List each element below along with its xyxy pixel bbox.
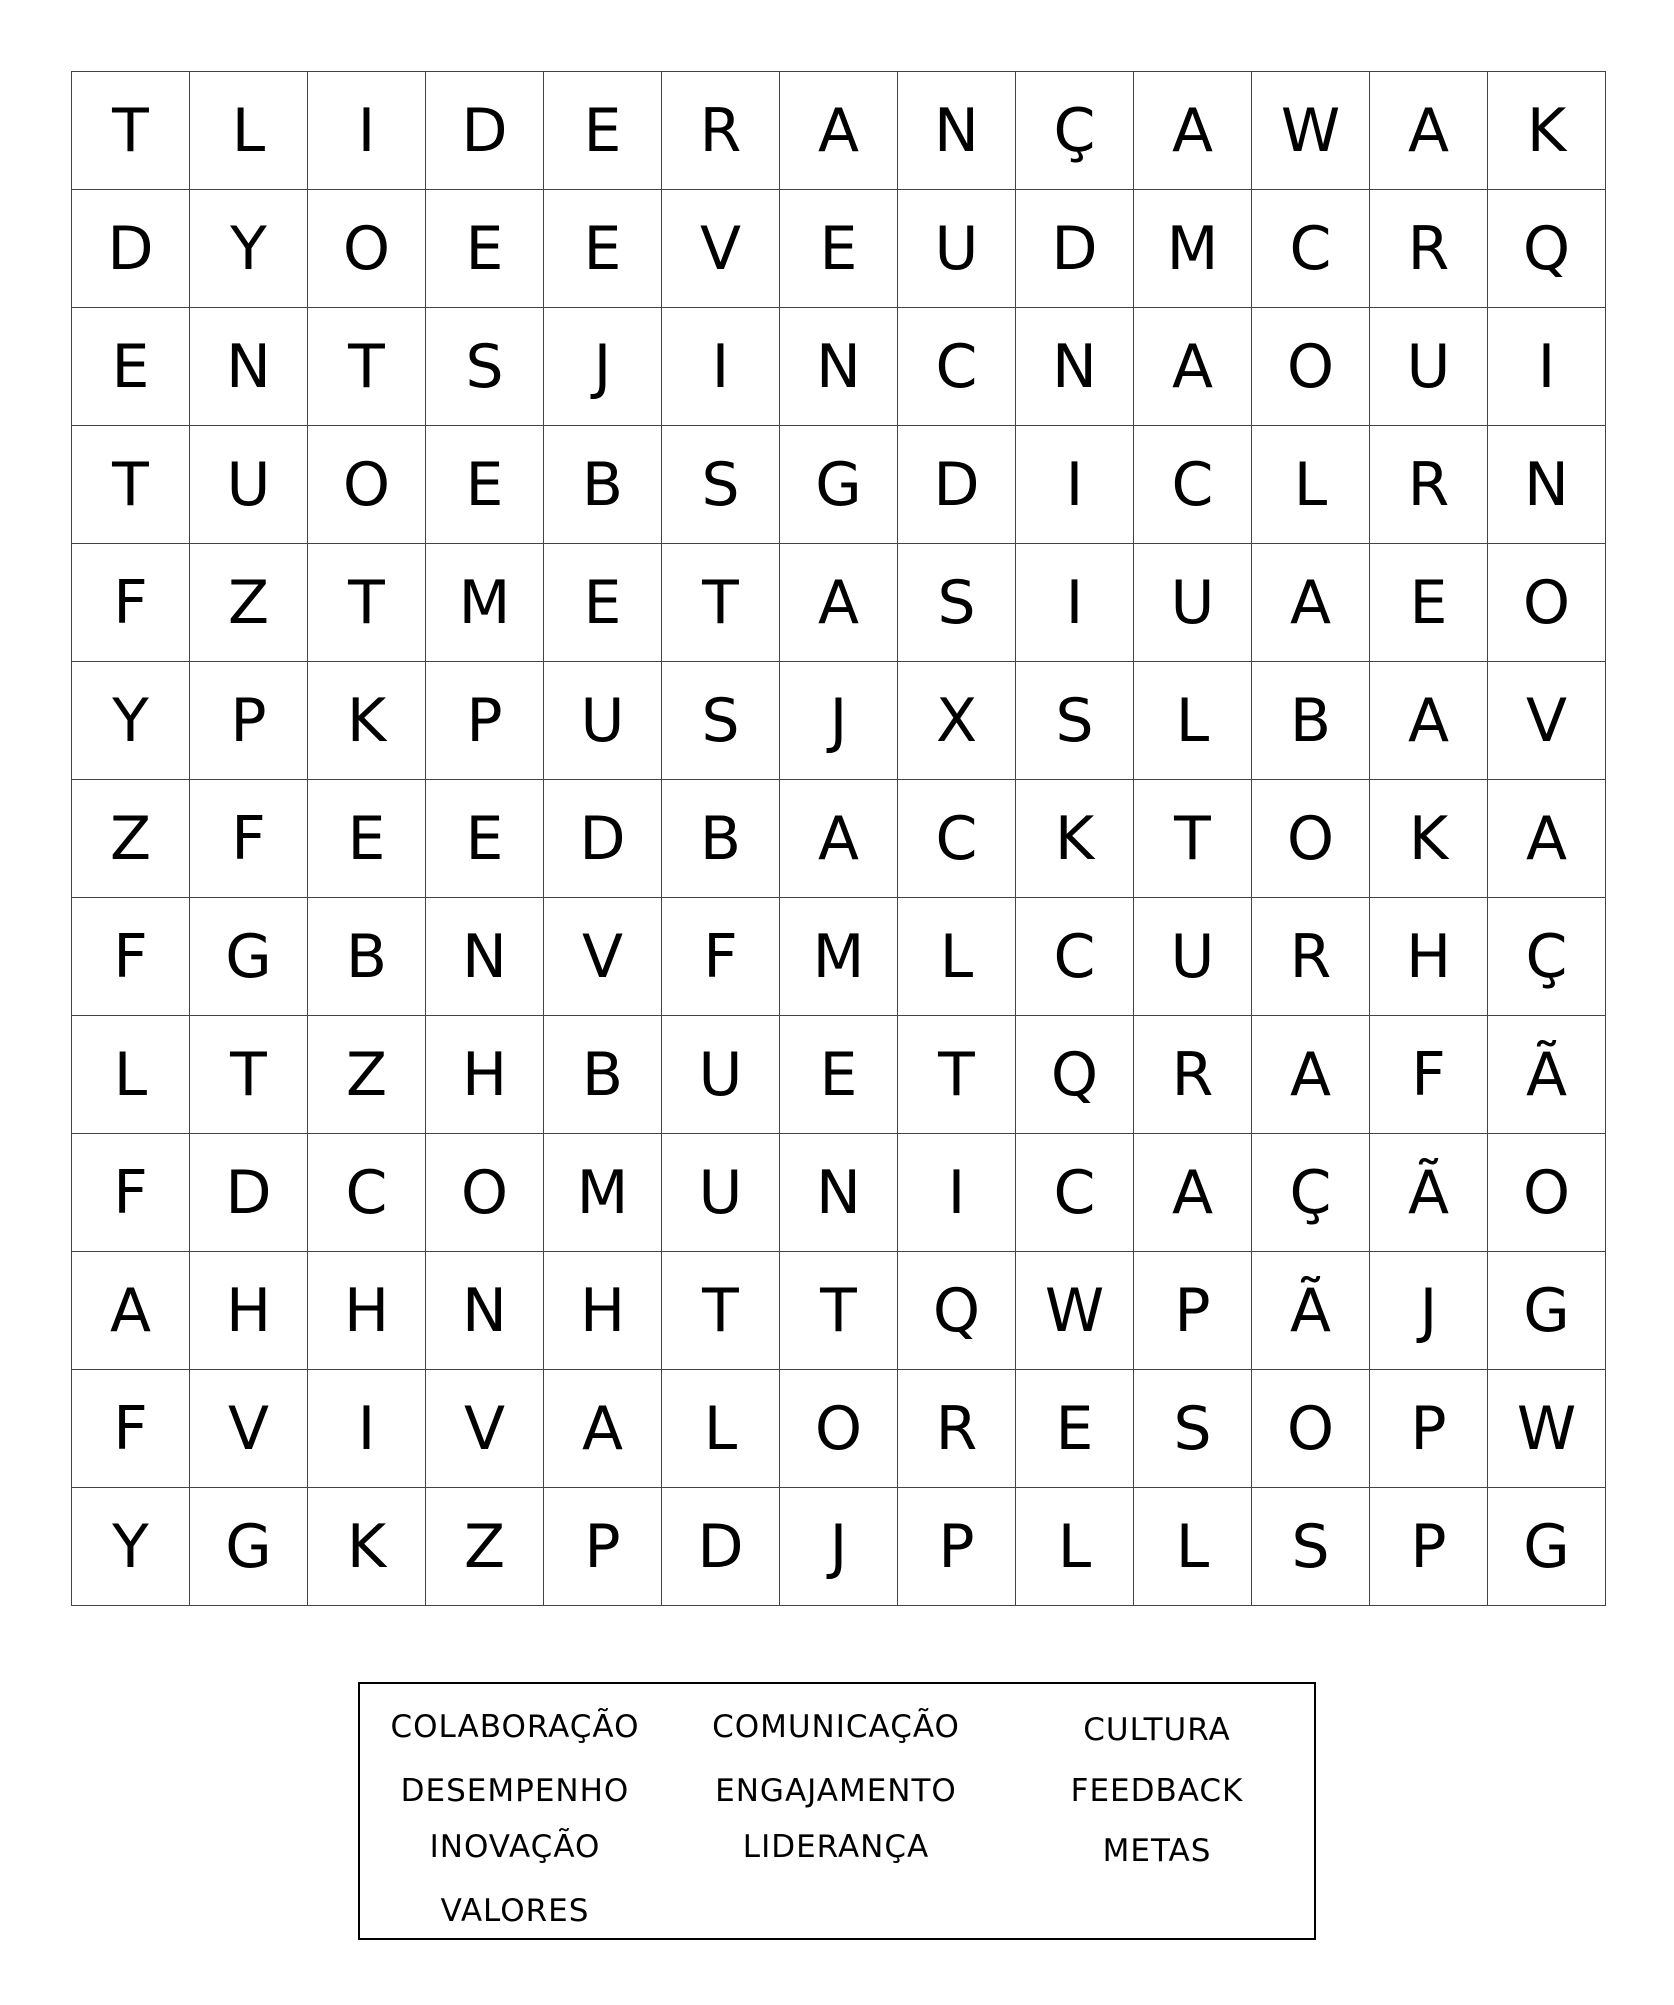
grid-cell[interactable]: G bbox=[1488, 1488, 1606, 1606]
grid-cell[interactable]: I bbox=[898, 1134, 1016, 1252]
grid-cell[interactable]: L bbox=[1134, 1488, 1252, 1606]
grid-cell[interactable]: N bbox=[898, 72, 1016, 190]
grid-row bbox=[72, 426, 1606, 544]
grid-cell[interactable]: I bbox=[662, 308, 780, 426]
grid-cell[interactable]: M bbox=[544, 1134, 662, 1252]
grid-row bbox=[72, 72, 1606, 190]
grid-cell[interactable]: C bbox=[898, 780, 1016, 898]
grid-row bbox=[72, 662, 1606, 780]
grid-cell[interactable]: S bbox=[426, 308, 544, 426]
grid-cell[interactable]: C bbox=[1252, 190, 1370, 308]
grid-cell[interactable]: F bbox=[72, 1370, 190, 1488]
grid-cell[interactable]: P bbox=[190, 662, 308, 780]
grid-cell[interactable]: Ç bbox=[1016, 72, 1134, 190]
grid-cell[interactable]: S bbox=[1016, 662, 1134, 780]
grid-row bbox=[72, 1134, 1606, 1252]
word-bank-item: FEEDBACK bbox=[1070, 1773, 1244, 1809]
grid-cell[interactable]: V bbox=[1488, 662, 1606, 780]
word-bank-item: LIDERANÇA bbox=[742, 1829, 930, 1865]
grid-cell[interactable]: Q bbox=[898, 1252, 1016, 1370]
grid-cell[interactable]: R bbox=[1370, 426, 1488, 544]
grid-row bbox=[72, 190, 1606, 308]
grid-cell[interactable]: G bbox=[1488, 1252, 1606, 1370]
grid-cell[interactable]: Ç bbox=[1252, 1134, 1370, 1252]
grid-cell[interactable]: A bbox=[1370, 72, 1488, 190]
grid-cell[interactable]: H bbox=[308, 1252, 426, 1370]
grid-cell[interactable]: A bbox=[1252, 1016, 1370, 1134]
grid-cell[interactable]: W bbox=[1016, 1252, 1134, 1370]
grid-cell[interactable]: T bbox=[72, 426, 190, 544]
word-search-grid bbox=[71, 71, 1606, 1606]
grid-cell[interactable]: E bbox=[426, 190, 544, 308]
grid-cell[interactable]: F bbox=[1370, 1016, 1488, 1134]
grid-cell[interactable]: I bbox=[1016, 544, 1134, 662]
grid-row bbox=[72, 1370, 1606, 1488]
grid-cell[interactable]: N bbox=[426, 898, 544, 1016]
grid-cell[interactable]: E bbox=[308, 780, 426, 898]
grid-cell[interactable]: L bbox=[1252, 426, 1370, 544]
grid-cell[interactable]: E bbox=[426, 426, 544, 544]
word-bank-item: METAS bbox=[1102, 1833, 1212, 1869]
grid-cell[interactable]: D bbox=[662, 1488, 780, 1606]
grid-cell[interactable]: I bbox=[1016, 426, 1134, 544]
grid-cell[interactable]: O bbox=[1252, 1370, 1370, 1488]
grid-cell[interactable]: A bbox=[1252, 544, 1370, 662]
grid-cell[interactable]: W bbox=[1252, 72, 1370, 190]
grid-row bbox=[72, 1252, 1606, 1370]
grid-cell[interactable]: Q bbox=[1488, 190, 1606, 308]
grid-cell[interactable]: T bbox=[780, 1252, 898, 1370]
grid-cell[interactable]: Z bbox=[308, 1016, 426, 1134]
grid-cell[interactable]: D bbox=[544, 780, 662, 898]
grid-cell[interactable]: T bbox=[898, 1016, 1016, 1134]
grid-cell[interactable]: L bbox=[662, 1370, 780, 1488]
grid-cell[interactable]: T bbox=[190, 1016, 308, 1134]
grid-cell[interactable]: F bbox=[72, 544, 190, 662]
grid-cell[interactable]: T bbox=[662, 544, 780, 662]
grid-cell[interactable]: R bbox=[662, 72, 780, 190]
grid-cell[interactable]: I bbox=[1488, 308, 1606, 426]
grid-cell[interactable]: J bbox=[1370, 1252, 1488, 1370]
grid-cell[interactable]: A bbox=[1134, 308, 1252, 426]
grid-cell[interactable]: D bbox=[72, 190, 190, 308]
grid-cell[interactable]: U bbox=[190, 426, 308, 544]
grid-cell[interactable]: P bbox=[898, 1488, 1016, 1606]
grid-cell[interactable]: M bbox=[780, 898, 898, 1016]
grid-cell[interactable]: E bbox=[1370, 544, 1488, 662]
grid-cell[interactable]: D bbox=[898, 426, 1016, 544]
grid-cell[interactable]: R bbox=[898, 1370, 1016, 1488]
grid-cell[interactable]: Q bbox=[1016, 1016, 1134, 1134]
grid-cell[interactable]: P bbox=[1134, 1252, 1252, 1370]
grid-cell[interactable]: B bbox=[1252, 662, 1370, 780]
grid-cell[interactable]: L bbox=[72, 1016, 190, 1134]
word-bank bbox=[358, 1682, 1316, 1940]
grid-cell[interactable]: U bbox=[662, 1134, 780, 1252]
grid-row bbox=[72, 780, 1606, 898]
grid-cell[interactable]: S bbox=[1252, 1488, 1370, 1606]
grid-cell[interactable]: F bbox=[72, 1134, 190, 1252]
grid-cell[interactable]: M bbox=[426, 544, 544, 662]
grid-cell[interactable]: S bbox=[662, 426, 780, 544]
word-bank-item: COLABORAÇÃO bbox=[390, 1709, 640, 1745]
word-bank-item: COMUNICAÇÃO bbox=[712, 1709, 960, 1745]
grid-cell[interactable]: M bbox=[1134, 190, 1252, 308]
grid-cell[interactable]: Z bbox=[426, 1488, 544, 1606]
grid-cell[interactable]: Y bbox=[72, 662, 190, 780]
grid-row bbox=[72, 308, 1606, 426]
grid-cell[interactable]: O bbox=[780, 1370, 898, 1488]
grid-cell[interactable]: R bbox=[1370, 190, 1488, 308]
grid-cell[interactable]: H bbox=[426, 1016, 544, 1134]
grid-row bbox=[72, 1488, 1606, 1606]
grid-cell[interactable]: E bbox=[426, 780, 544, 898]
grid-cell[interactable]: R bbox=[1134, 1016, 1252, 1134]
grid-cell[interactable]: T bbox=[1134, 780, 1252, 898]
grid-cell[interactable]: D bbox=[426, 72, 544, 190]
grid-cell[interactable]: Z bbox=[190, 544, 308, 662]
grid-cell[interactable]: E bbox=[72, 308, 190, 426]
grid-cell[interactable]: L bbox=[898, 898, 1016, 1016]
grid-cell[interactable]: P bbox=[1370, 1370, 1488, 1488]
grid-cell[interactable]: A bbox=[544, 1370, 662, 1488]
grid-cell[interactable]: A bbox=[780, 780, 898, 898]
grid-cell[interactable]: J bbox=[780, 1488, 898, 1606]
grid-cell[interactable]: N bbox=[780, 308, 898, 426]
grid-cell[interactable]: U bbox=[662, 1016, 780, 1134]
grid-cell[interactable]: G bbox=[190, 1488, 308, 1606]
grid-cell[interactable]: Z bbox=[72, 780, 190, 898]
word-bank-item: ENGAJAMENTO bbox=[715, 1773, 957, 1809]
grid-cell[interactable]: A bbox=[1134, 72, 1252, 190]
grid-cell[interactable]: D bbox=[190, 1134, 308, 1252]
grid-cell[interactable]: V bbox=[426, 1370, 544, 1488]
grid-cell[interactable]: C bbox=[1016, 1134, 1134, 1252]
grid-cell[interactable]: K bbox=[308, 662, 426, 780]
grid-cell[interactable]: N bbox=[780, 1134, 898, 1252]
grid-cell[interactable]: K bbox=[308, 1488, 426, 1606]
grid-cell[interactable]: U bbox=[1370, 308, 1488, 426]
grid-cell[interactable]: A bbox=[1370, 662, 1488, 780]
grid-cell[interactable]: S bbox=[1134, 1370, 1252, 1488]
grid-cell[interactable]: B bbox=[544, 1016, 662, 1134]
grid-cell[interactable]: F bbox=[662, 898, 780, 1016]
grid-cell[interactable]: E bbox=[1016, 1370, 1134, 1488]
grid-cell[interactable]: O bbox=[426, 1134, 544, 1252]
grid-cell[interactable]: E bbox=[544, 72, 662, 190]
grid-cell[interactable]: Y bbox=[190, 190, 308, 308]
grid-cell[interactable]: S bbox=[898, 544, 1016, 662]
grid-cell[interactable]: T bbox=[72, 72, 190, 190]
grid-cell[interactable]: F bbox=[190, 780, 308, 898]
grid-cell[interactable]: O bbox=[1488, 544, 1606, 662]
grid-cell[interactable]: D bbox=[1016, 190, 1134, 308]
grid-cell[interactable]: K bbox=[1016, 780, 1134, 898]
grid-cell[interactable]: T bbox=[308, 308, 426, 426]
grid-cell[interactable]: T bbox=[308, 544, 426, 662]
grid-cell[interactable]: A bbox=[72, 1252, 190, 1370]
grid-cell[interactable]: C bbox=[1016, 898, 1134, 1016]
grid-cell[interactable]: J bbox=[780, 662, 898, 780]
grid-cell[interactable]: O bbox=[308, 190, 426, 308]
grid-cell[interactable]: N bbox=[1488, 426, 1606, 544]
grid-cell[interactable]: V bbox=[544, 898, 662, 1016]
grid-cell[interactable]: J bbox=[544, 308, 662, 426]
grid-cell[interactable]: G bbox=[190, 898, 308, 1016]
grid-cell[interactable]: O bbox=[308, 426, 426, 544]
grid-cell[interactable]: A bbox=[780, 544, 898, 662]
grid-cell[interactable]: Ã bbox=[1370, 1134, 1488, 1252]
grid-cell[interactable]: V bbox=[662, 190, 780, 308]
grid-cell[interactable]: K bbox=[1370, 780, 1488, 898]
grid-cell[interactable]: N bbox=[1016, 308, 1134, 426]
grid-cell[interactable]: U bbox=[898, 190, 1016, 308]
grid-cell[interactable]: P bbox=[544, 1488, 662, 1606]
grid-cell[interactable]: U bbox=[1134, 544, 1252, 662]
grid-cell[interactable]: G bbox=[780, 426, 898, 544]
grid-cell[interactable]: H bbox=[544, 1252, 662, 1370]
grid-cell[interactable]: O bbox=[1488, 1134, 1606, 1252]
grid-cell[interactable]: Ç bbox=[1488, 898, 1606, 1016]
word-bank-item: VALORES bbox=[440, 1893, 590, 1929]
grid-cell[interactable]: W bbox=[1488, 1370, 1606, 1488]
grid-cell[interactable]: N bbox=[190, 308, 308, 426]
word-bank-item: CULTURA bbox=[1083, 1712, 1231, 1748]
grid-cell[interactable]: Ã bbox=[1252, 1252, 1370, 1370]
grid-cell[interactable]: H bbox=[1370, 898, 1488, 1016]
grid-cell[interactable]: P bbox=[426, 662, 544, 780]
grid-cell[interactable]: T bbox=[662, 1252, 780, 1370]
grid-cell[interactable]: Y bbox=[72, 1488, 190, 1606]
grid-cell[interactable]: B bbox=[662, 780, 780, 898]
grid-cell[interactable]: C bbox=[898, 308, 1016, 426]
grid-cell[interactable]: E bbox=[544, 544, 662, 662]
grid-cell[interactable]: A bbox=[780, 72, 898, 190]
grid-cell[interactable]: L bbox=[190, 72, 308, 190]
grid-cell[interactable]: O bbox=[1252, 780, 1370, 898]
grid-cell[interactable]: L bbox=[1016, 1488, 1134, 1606]
grid-row bbox=[72, 1016, 1606, 1134]
grid-cell[interactable]: B bbox=[308, 898, 426, 1016]
grid-cell[interactable]: C bbox=[1134, 426, 1252, 544]
grid-cell[interactable]: S bbox=[662, 662, 780, 780]
grid-cell[interactable]: A bbox=[1488, 780, 1606, 898]
word-bank-item: DESEMPENHO bbox=[400, 1773, 630, 1809]
grid-cell[interactable]: B bbox=[544, 426, 662, 544]
grid-cell[interactable]: Ã bbox=[1488, 1016, 1606, 1134]
grid-row bbox=[72, 544, 1606, 662]
grid-cell[interactable]: H bbox=[190, 1252, 308, 1370]
grid-cell[interactable]: U bbox=[1134, 898, 1252, 1016]
grid-cell[interactable]: E bbox=[544, 190, 662, 308]
grid-cell[interactable]: U bbox=[544, 662, 662, 780]
grid-cell[interactable]: C bbox=[308, 1134, 426, 1252]
grid-cell[interactable]: X bbox=[898, 662, 1016, 780]
grid-cell[interactable]: V bbox=[190, 1370, 308, 1488]
grid-cell[interactable]: R bbox=[1252, 898, 1370, 1016]
grid-cell[interactable]: A bbox=[1134, 1134, 1252, 1252]
grid-row bbox=[72, 898, 1606, 1016]
grid-cell[interactable]: N bbox=[426, 1252, 544, 1370]
grid-cell[interactable]: F bbox=[72, 898, 190, 1016]
grid-cell[interactable]: E bbox=[780, 1016, 898, 1134]
grid-cell[interactable]: P bbox=[1370, 1488, 1488, 1606]
grid-cell[interactable]: I bbox=[308, 72, 426, 190]
grid-cell[interactable]: E bbox=[780, 190, 898, 308]
grid-cell[interactable]: K bbox=[1488, 72, 1606, 190]
word-bank-item: INOVAÇÃO bbox=[429, 1829, 601, 1865]
grid-cell[interactable]: L bbox=[1134, 662, 1252, 780]
grid-cell[interactable]: O bbox=[1252, 308, 1370, 426]
grid-cell[interactable]: I bbox=[308, 1370, 426, 1488]
